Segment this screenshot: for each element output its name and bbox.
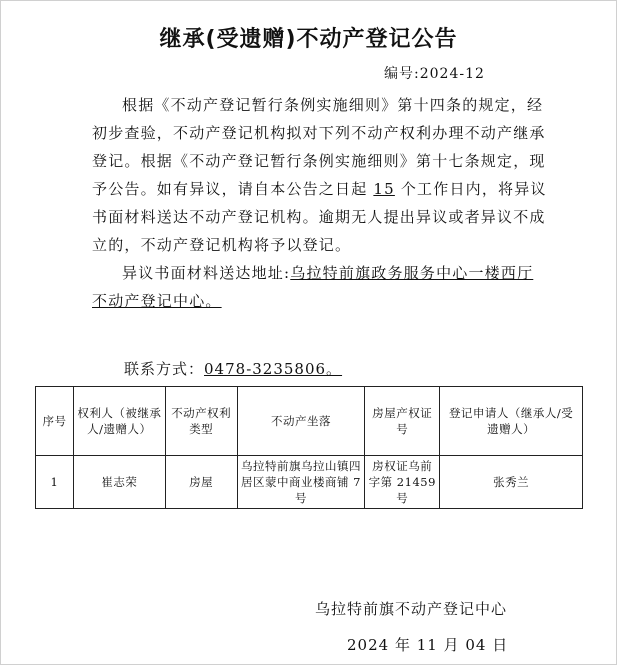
property-table	[35, 386, 583, 509]
address-value: 乌拉特前旗政务服务中心一楼西厅不动产登记中心。	[92, 264, 534, 310]
issue-date: 2024 年 11 月 04 日	[347, 636, 509, 654]
cell-applicant: 张秀兰	[440, 456, 583, 509]
table-row	[36, 456, 583, 509]
header-applicant: 登记申请人（继承人/受遗赠人）	[440, 387, 583, 456]
header-no: 序号	[36, 387, 74, 456]
header-location: 不动产坐落	[237, 387, 365, 456]
contact-line	[124, 358, 342, 379]
cell-cert-no: 房权证乌前字第 21459 号	[365, 456, 440, 509]
cell-location: 乌拉特前旗乌拉山镇四居区蒙中商业楼商铺 7 号	[237, 456, 365, 509]
notice-body	[92, 91, 548, 315]
cell-no: 1	[36, 456, 74, 509]
contact-label: 联系方式：	[124, 360, 205, 378]
header-cert-no: 房屋产权证号	[365, 387, 440, 456]
address-label: 异议书面材料送达地址:	[122, 264, 291, 282]
table-header-row	[36, 387, 583, 456]
header-right-type: 不动产权利类型	[165, 387, 237, 456]
document-number: 编号:2024-12	[384, 66, 485, 82]
objection-address-paragraph	[92, 259, 548, 315]
page-title: 继承(受遗赠)不动产登记公告	[159, 27, 458, 52]
cell-owner: 崔志荣	[73, 456, 165, 509]
objection-days: 15	[373, 180, 395, 198]
paragraph-text-end: 个工作日内，将异议书面材料送达不动产登记机构。逾期无人提出异议或者异议不成立的，不动产登记机构将予以登记。	[92, 180, 547, 254]
issuing-organization: 乌拉特前旗不动产登记中心	[315, 600, 508, 618]
contact-phone: 0478-3235806。	[204, 360, 343, 378]
header-owner: 权利人（被继承人/遗赠人）	[73, 387, 165, 456]
cell-right-type: 房屋	[165, 456, 237, 509]
paragraph-text: 根据《不动产登记暂行条例实施细则》第十四条的规定，经初步查验，不动产登记机构拟对下列不动产权利办理不动产继承登记。根据《不动产登记暂行条例实施细则》第十七条规定，现予公告。如有异议，请自本公告之日起	[92, 96, 546, 198]
notice-paragraph	[92, 91, 548, 259]
